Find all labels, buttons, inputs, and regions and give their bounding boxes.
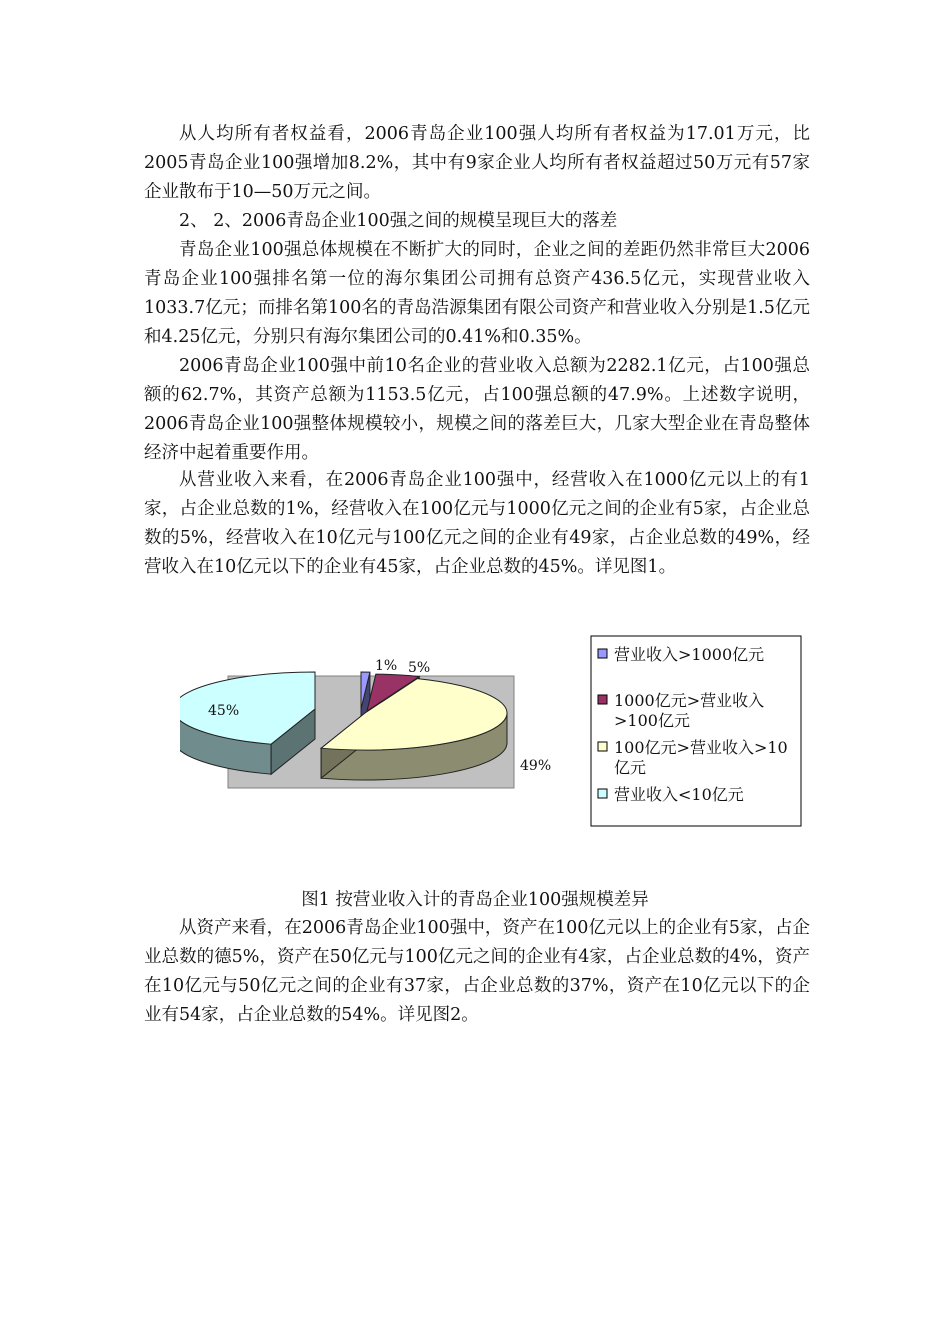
legend-swatch-0 xyxy=(598,649,607,658)
data-label-2: 49% xyxy=(520,758,552,774)
data-label-3: 45% xyxy=(208,703,240,719)
legend-label-2-cont: 亿元 xyxy=(614,758,647,777)
paragraph-top10: 2006青岛企业100强中前10名企业的营业收入总额为2282.1亿元，占100强总额的62.7%，其资产总额为1153.5亿元，占100强总额的47.9%。上述数字说明，2006青岛企业100强整体规模较小，规模之间的落差巨大，几家大型企业在青岛整体经济中起着重要作用。 xyxy=(144,356,810,463)
legend-label-2: 100亿元>营业收入>10 xyxy=(614,738,788,757)
legend-swatch-2 xyxy=(598,742,607,751)
revenue-pie-chart xyxy=(180,630,820,840)
legend-label-1: 1000亿元>营业收入 xyxy=(614,691,765,710)
paragraph-assets: 从资产来看，在2006青岛企业100强中，资产在100亿元以上的企业有5家，占企业总数的德5%，资产在50亿元与100亿元之间的企业有4家，占企业总数的4%，资产在10亿元与50亿元之间的企业有37家，占企业总数的37%，资产在10亿元以下的企业有54家，占企业总数的54%。详见图2。 xyxy=(144,918,810,1025)
legend-label-1-cont: >100亿元 xyxy=(614,711,690,730)
legend-swatch-3 xyxy=(598,789,607,798)
section-heading: 2、 2、2006青岛企业100强之间的规模呈现巨大的落差 xyxy=(179,211,618,231)
paragraph-scale-gap: 青岛企业100强总体规模在不断扩大的同时，企业之间的差距仍然非常巨大2006青岛企业100强排名第一位的海尔集团公司拥有总资产436.5亿元，实现营业收入1033.7亿元；而排名第100名的青岛浩源集团有限公司资产和营业收入分别是1.5亿元和4.25亿元，分别只有海尔集团公司的0.41%和0.35%。 xyxy=(144,240,810,347)
legend-label-0: 营业收入>1000亿元 xyxy=(614,645,765,664)
data-label-1: 5% xyxy=(408,660,431,676)
data-label-0: 1% xyxy=(375,658,398,674)
paragraph-revenue: 从营业收入来看，在2006青岛企业100强中，经营收入在1000亿元以上的有1家，占企业总数的1%，经营收入在100亿元与1000亿元之间的企业有5家，占企业总数的5%，经营收入在10亿元与100亿元之间的企业有49家，占企业总数的49%，经营收入在10亿元以下的企业有45家，占企业总数的45%。详见图1。 xyxy=(144,470,810,577)
paragraph-equity: 从人均所有者权益看，2006青岛企业100强人均所有者权益为17.01万元，比2005青岛企业100强增加8.2%，其中有9家企业人均所有者权益超过50万元有57家企业散布于10—50万元之间。 xyxy=(144,124,810,202)
legend-label-3: 营业收入<10亿元 xyxy=(614,785,744,804)
figure-caption: 图1 按营业收入计的青岛企业100强规模差异 xyxy=(301,890,649,910)
legend-swatch-1 xyxy=(598,695,607,704)
